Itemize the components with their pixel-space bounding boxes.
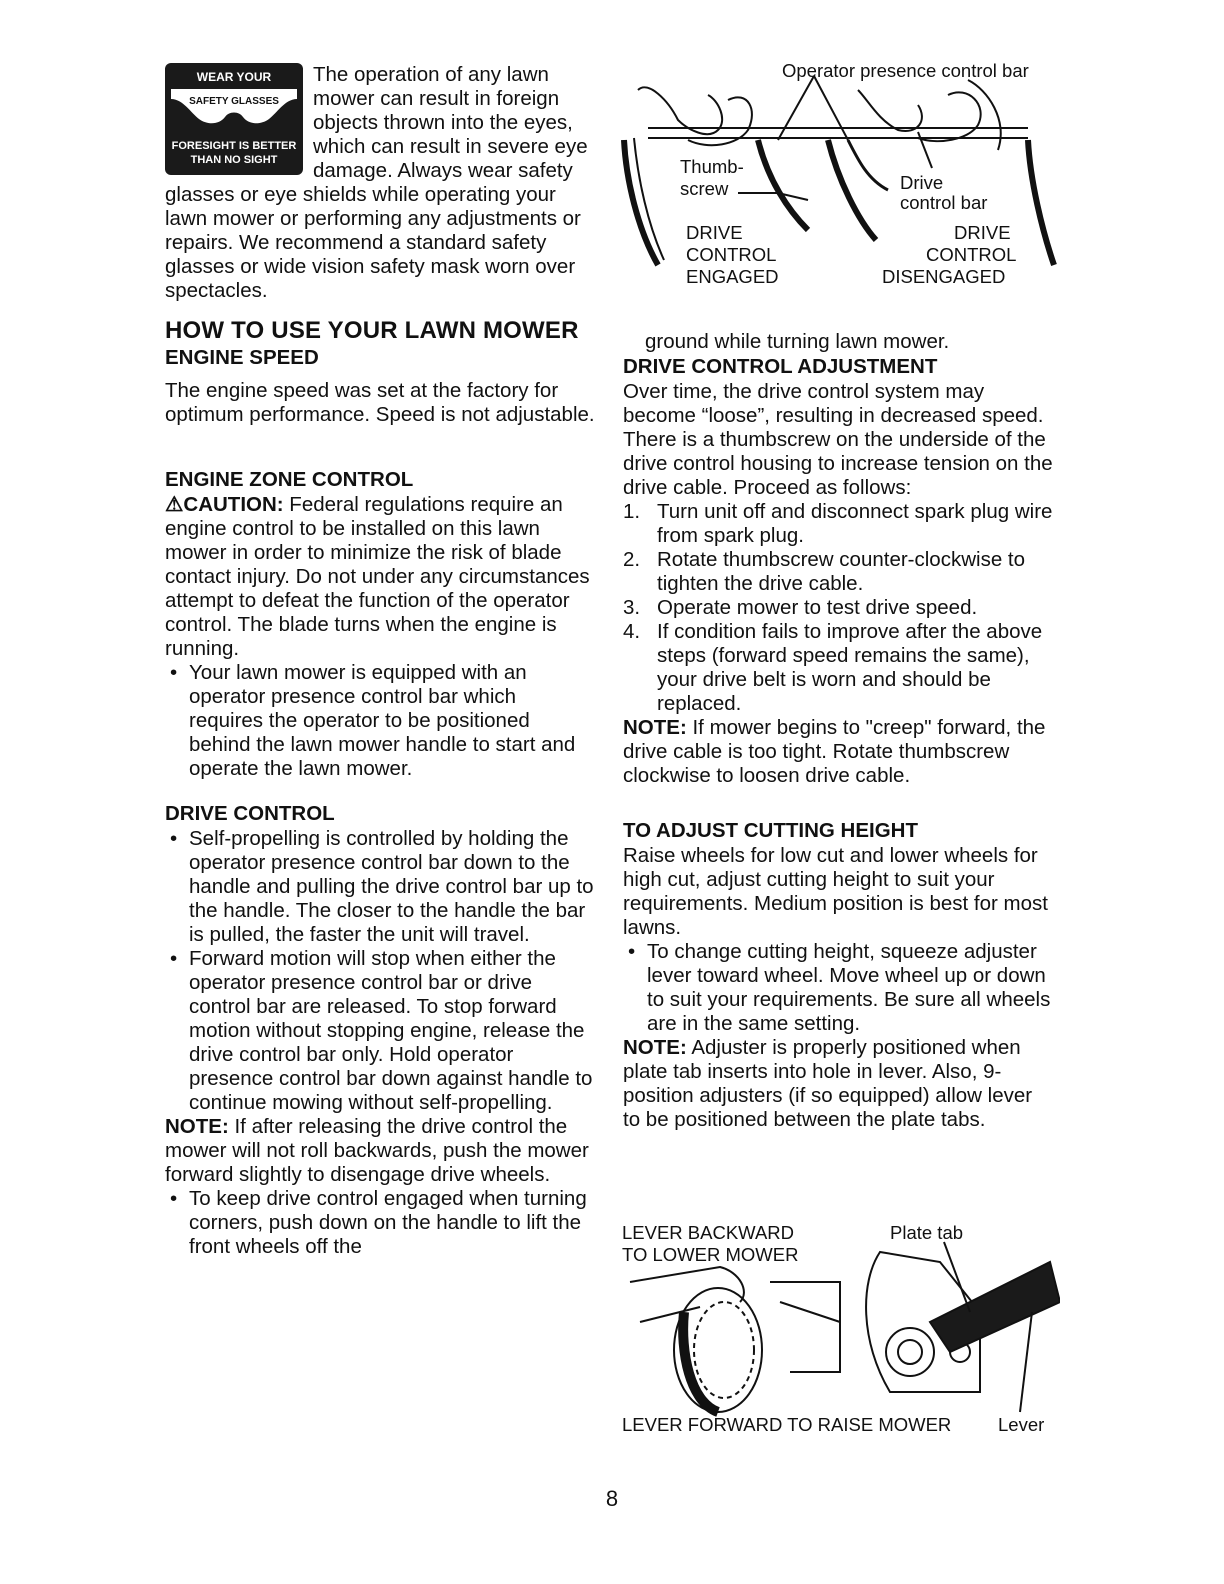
badge-line1: WEAR YOUR [196,70,272,84]
note-text: If after releasing the drive control the mower will not roll backwards, push the mower forward slightly to disengage drive wheels. [165,1115,589,1186]
safety-glasses-icon [165,63,303,175]
list-item: 3. Operate mower to test drive speed. [623,596,978,619]
lever-label: Lever [998,1414,1045,1435]
cutting-height-figure [620,1222,1060,1442]
drive-note [165,1115,595,1187]
creep-note [623,716,1053,788]
continued-text: ground while turning lawn mower. [645,330,950,353]
last-bullets [165,1187,595,1259]
engine-zone-heading: ENGINE ZONE CONTROL [165,468,414,491]
zone-bullets [165,661,595,781]
note-label: NOTE: [623,1036,687,1059]
badge-line3: FORESIGHT IS BETTER [171,140,297,152]
lever-backward-label-1: LEVER BACKWARD [622,1222,795,1243]
thumbscrew-label-2: screw [680,178,729,199]
list-item: • Self-propelling is controlled by holding the operator presence control bar down to the handle and pulling the drive control bar up to the handle. The closer to the handle the bar is pulled, the faster the unit will travel. [165,827,595,947]
operator-bar-label: Operator presence control bar [782,60,1029,81]
safety-intro: The operation of any lawn mower can result in foreign objects thrown into the eyes, which can result in severe eye damage. Always wear safety glasses or eye shields while operating your lawn mower or performing any adjustments or repairs. We recommend a standard safety glasses or wide vision safety mask worn over spectacles. [165,63,588,302]
badge-line4: THAN NO SIGHT [190,154,278,166]
note-label: NOTE: [165,1115,229,1138]
warning-triangle-icon: ⚠ [165,493,184,516]
engine-speed-heading: ENGINE SPEED [165,346,319,369]
engaged-label-3: ENGAGED [686,266,779,287]
list-item: 4. If condition fails to improve after the above steps (forward speed remains the same), your drive belt is worn and should be replaced. [623,620,1043,715]
list-item: • Your lawn mower is equipped with an operator presence control bar which requires the operator to be positioned behind the lawn mower handle to start and operate the lawn mower. [165,661,595,781]
main-heading: HOW TO USE YOUR LAWN MOWER [165,317,579,344]
engaged-label-2: CONTROL [686,244,777,265]
note-text: If mower begins to "creep" forward, the drive cable is too tight. Rotate thumbscrew clockwise to loosen drive cable. [623,716,1046,787]
engine-speed-text: The engine speed was set at the factory for optimum performance. Speed is not adjustable. [165,379,595,426]
lever-backward-label-2: TO LOWER MOWER [622,1244,799,1265]
drive-adjust-heading: DRIVE CONTROL ADJUSTMENT [623,355,938,378]
caution-label: ⚠CAUTION: [165,493,284,516]
drive-bar-label-2: control bar [900,192,988,213]
note-label: NOTE: [623,716,687,739]
list-item: • To change cutting height, squeeze adjuster lever toward wheel. Move wheel up or down to suit your requirements. Be sure all wheels are in the same setting. [623,940,1053,1036]
plate-tab-label: Plate tab [890,1222,964,1243]
height-bullets [623,940,1053,1036]
drive-control-figure [618,60,1058,290]
disengaged-label-1: DRIVE [954,222,1011,243]
lever-forward-label: LEVER FORWARD TO RAISE MOWER [622,1414,952,1435]
cutting-height-text: Raise wheels for low cut and lower wheels for high cut, adjust cutting height to suit your requirements. Medium position is best for most lawns. [623,844,1048,939]
thumbscrew-label-1: Thumb- [680,156,744,177]
caution-paragraph [165,493,595,661]
safety-glasses-badge [165,63,303,175]
cutting-height-heading: TO ADJUST CUTTING HEIGHT [623,819,918,842]
disengaged-label-3: DISENGAGED [882,266,1006,287]
adjust-steps [623,500,1053,716]
disengaged-label-2: CONTROL [926,244,1017,265]
list-item: • To keep drive control engaged when turning corners, push down on the handle to lift the front wheels off the [165,1187,595,1259]
drive-adjust-text: Over time, the drive control system may become “loose”, resulting in decreased speed. There is a thumbscrew on the underside of the drive control housing to increase tension on the drive cable. Proceed as follows: [623,380,1053,499]
drive-control-heading: DRIVE CONTROL [165,802,335,825]
note-text: Adjuster is properly positioned when plate tab inserts into hole in lever. Also, 9-position adjusters (if so equipped) allow lever to be positioned between the plate tabs. [623,1036,1033,1131]
badge-line2: SAFETY GLASSES [189,96,279,107]
caution-text: Federal regulations require an engine control to be installed on this lawn mower in order to minimize the risk of blade contact injury. Do not under any circumstances attempt to defeat the function of the operator control. The blade turns when the engine is running. [165,493,590,660]
engaged-label-1: DRIVE [686,222,743,243]
right-column [623,330,1053,1132]
list-item: 2. Rotate thumbscrew counter-clockwise to tighten the drive cable. [623,548,1026,595]
drive-bullets [165,827,595,1115]
adjuster-note [623,1036,1053,1132]
page-number: 8 [605,1486,619,1511]
list-item: • Forward motion will stop when either the operator presence control bar or drive control bar are released. To stop forward motion without stopping engine, release the drive control bar only. Hold operator presence control bar down against handle to continue mowing without self-propelling. [165,947,595,1115]
list-item: 1. Turn unit off and disconnect spark plug wire from spark plug. [623,500,1053,547]
left-column [165,63,595,1259]
drive-bar-label-1: Drive [900,172,944,193]
